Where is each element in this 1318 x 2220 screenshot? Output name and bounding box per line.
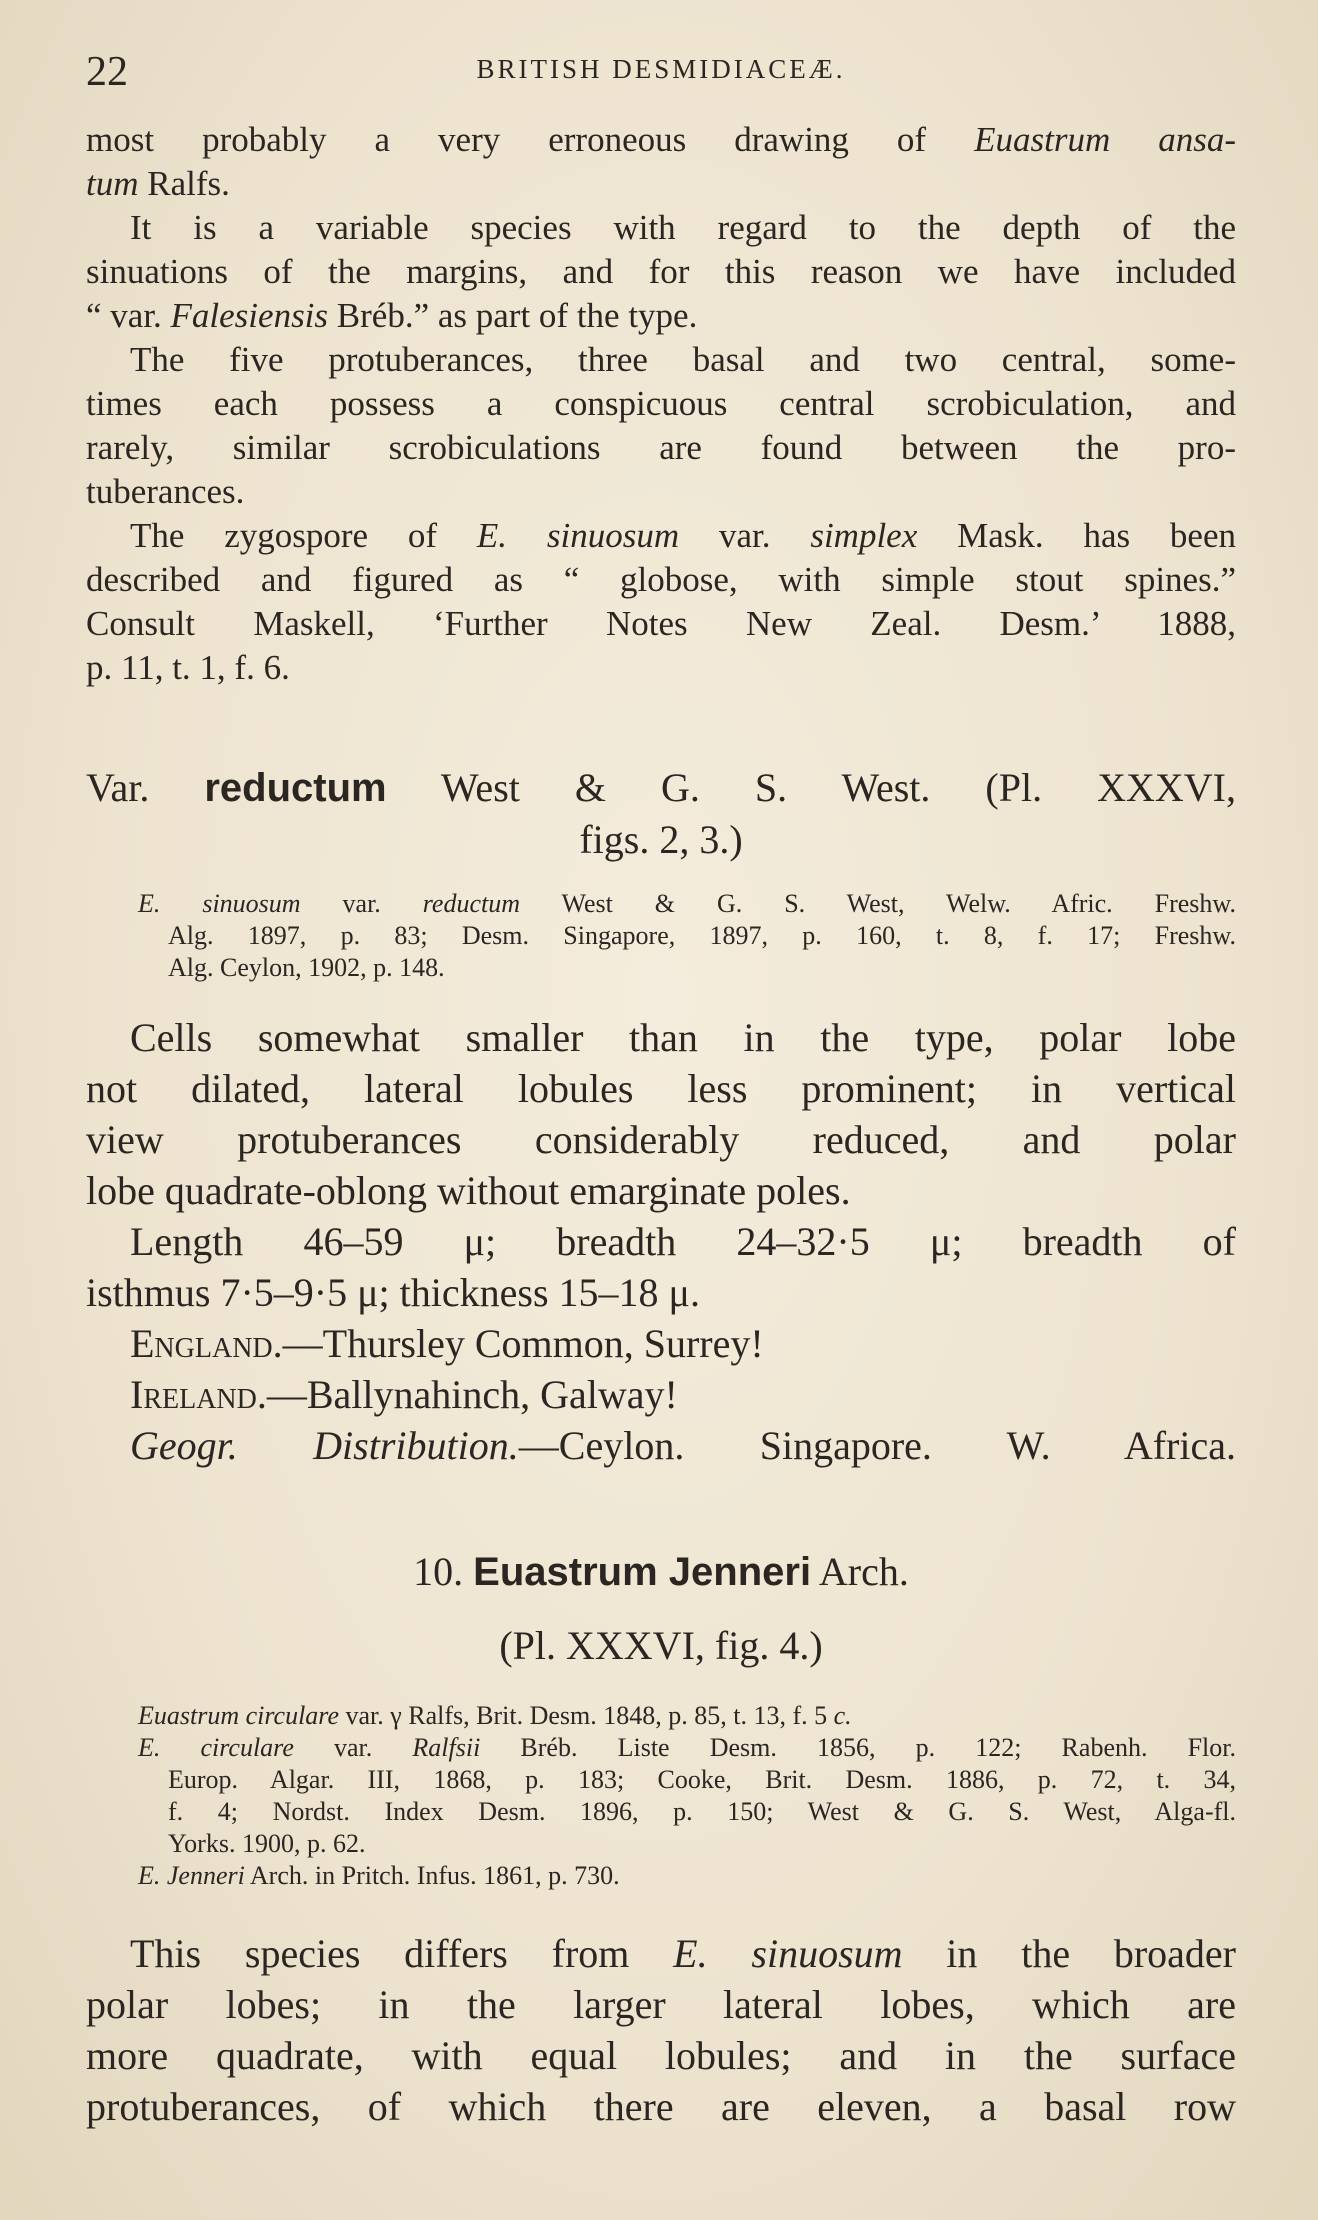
citation-line: Alg. 1897, p. 83; Desm. Singapore, 1897, p. 160, t. 8, f. 17; Freshw. xyxy=(168,921,1236,950)
text-line: It is a variable species with regard to the depth of the xyxy=(130,208,1236,247)
species-description xyxy=(86,1928,1236,2132)
text-line: Length 46–59 μ; breadth 24–32·5 μ; breadth of xyxy=(130,1219,1236,1264)
intro-paragraphs xyxy=(86,118,1236,690)
species-heading xyxy=(86,1546,1236,1598)
species-synonymy xyxy=(86,1700,1236,1892)
text-line: protuberances, of which there are eleven, a basal row xyxy=(86,2084,1236,2129)
text-line: The five protuberances, three basal and two central, some- xyxy=(130,340,1236,379)
text-line: Ireland.—Ballynahinch, Galway! xyxy=(130,1372,678,1417)
citation-line: E. circulare var. Ralfsii Bréb. Liste Desm. 1856, p. 122; Rabenh. Flor. xyxy=(138,1733,1236,1762)
variety-description xyxy=(86,1012,1236,1471)
species-plate-reference xyxy=(86,1620,1236,1671)
citation-line: Europ. Algar. III, 1868, p. 183; Cooke, Brit. Desm. 1886, p. 72, t. 34, xyxy=(168,1765,1236,1794)
text-line: Geogr. Distribution.—Ceylon. Singapore. W. Africa. xyxy=(130,1423,1236,1468)
heading-line: Var. reductum West & G. S. West. (Pl. XXXVI, xyxy=(86,765,1236,810)
text-line: p. 11, t. 1, f. 6. xyxy=(86,648,290,687)
text-line: view protuberances considerably reduced, and polar xyxy=(86,1117,1236,1162)
text-line: isthmus 7·5–9·5 μ; thickness 15–18 μ. xyxy=(86,1270,700,1315)
citation-line: E. sinuosum var. reductum West & G. S. West, Welw. Afric. Freshw. xyxy=(138,889,1236,918)
page-number: 22 xyxy=(86,49,128,95)
text-line: lobe quadrate-oblong without emarginate poles. xyxy=(86,1168,851,1213)
page-header xyxy=(86,48,1236,98)
heading-line: (Pl. XXXVI, fig. 4.) xyxy=(499,1623,823,1668)
citation-line: Yorks. 1900, p. 62. xyxy=(168,1829,366,1858)
text-line: most probably a very erroneous drawing of Euastrum ansa- xyxy=(86,120,1236,159)
text-line: Consult Maskell, ‘Further Notes New Zeal. Desm.’ 1888, xyxy=(86,604,1236,643)
text-line: tum Ralfs. xyxy=(86,164,230,203)
text-line: This species differs from E. sinuosum in the broader xyxy=(130,1931,1236,1976)
text-line: more quadrate, with equal lobules; and in the surface xyxy=(86,2033,1236,2078)
citation-line: Euastrum circulare var. γ Ralfs, Brit. Desm. 1848, p. 85, t. 13, f. 5 c. xyxy=(138,1701,852,1730)
text-line: sinuations of the margins, and for this reason we have included xyxy=(86,252,1236,291)
text-line: rarely, similar scrobiculations are found between the pro- xyxy=(86,428,1236,467)
heading-line: 10. Euastrum Jenneri Arch. xyxy=(413,1549,909,1594)
text-line: Cells somewhat smaller than in the type, polar lobe xyxy=(130,1015,1236,1060)
text-line: described and figured as “ globose, with simple stout spines.” xyxy=(86,560,1236,599)
variety-heading xyxy=(86,762,1236,865)
text-line: not dilated, lateral lobules less prominent; in vertical xyxy=(86,1066,1236,1111)
text-line: times each possess a conspicuous central scrobiculation, and xyxy=(86,384,1236,423)
citation-line: Alg. Ceylon, 1902, p. 148. xyxy=(168,953,445,982)
text-line: England.—Thursley Common, Surrey! xyxy=(130,1321,764,1366)
variety-synonymy xyxy=(86,888,1236,984)
citation-line: f. 4; Nordst. Index Desm. 1896, p. 150; West & G. S. West, Alga-fl. xyxy=(168,1797,1236,1826)
text-line: “ var. Falesiensis Bréb.” as part of the type. xyxy=(86,296,698,335)
heading-line: figs. 2, 3.) xyxy=(579,817,743,862)
text-line: polar lobes; in the larger lateral lobes, which are xyxy=(86,1982,1236,2027)
running-title: BRITISH DESMIDIACEÆ. xyxy=(476,54,846,84)
text-line: tuberances. xyxy=(86,472,245,511)
text-line: The zygospore of E. sinuosum var. simplex Mask. has been xyxy=(130,516,1236,555)
citation-line: E. Jenneri Arch. in Pritch. Infus. 1861, p. 730. xyxy=(138,1861,620,1890)
